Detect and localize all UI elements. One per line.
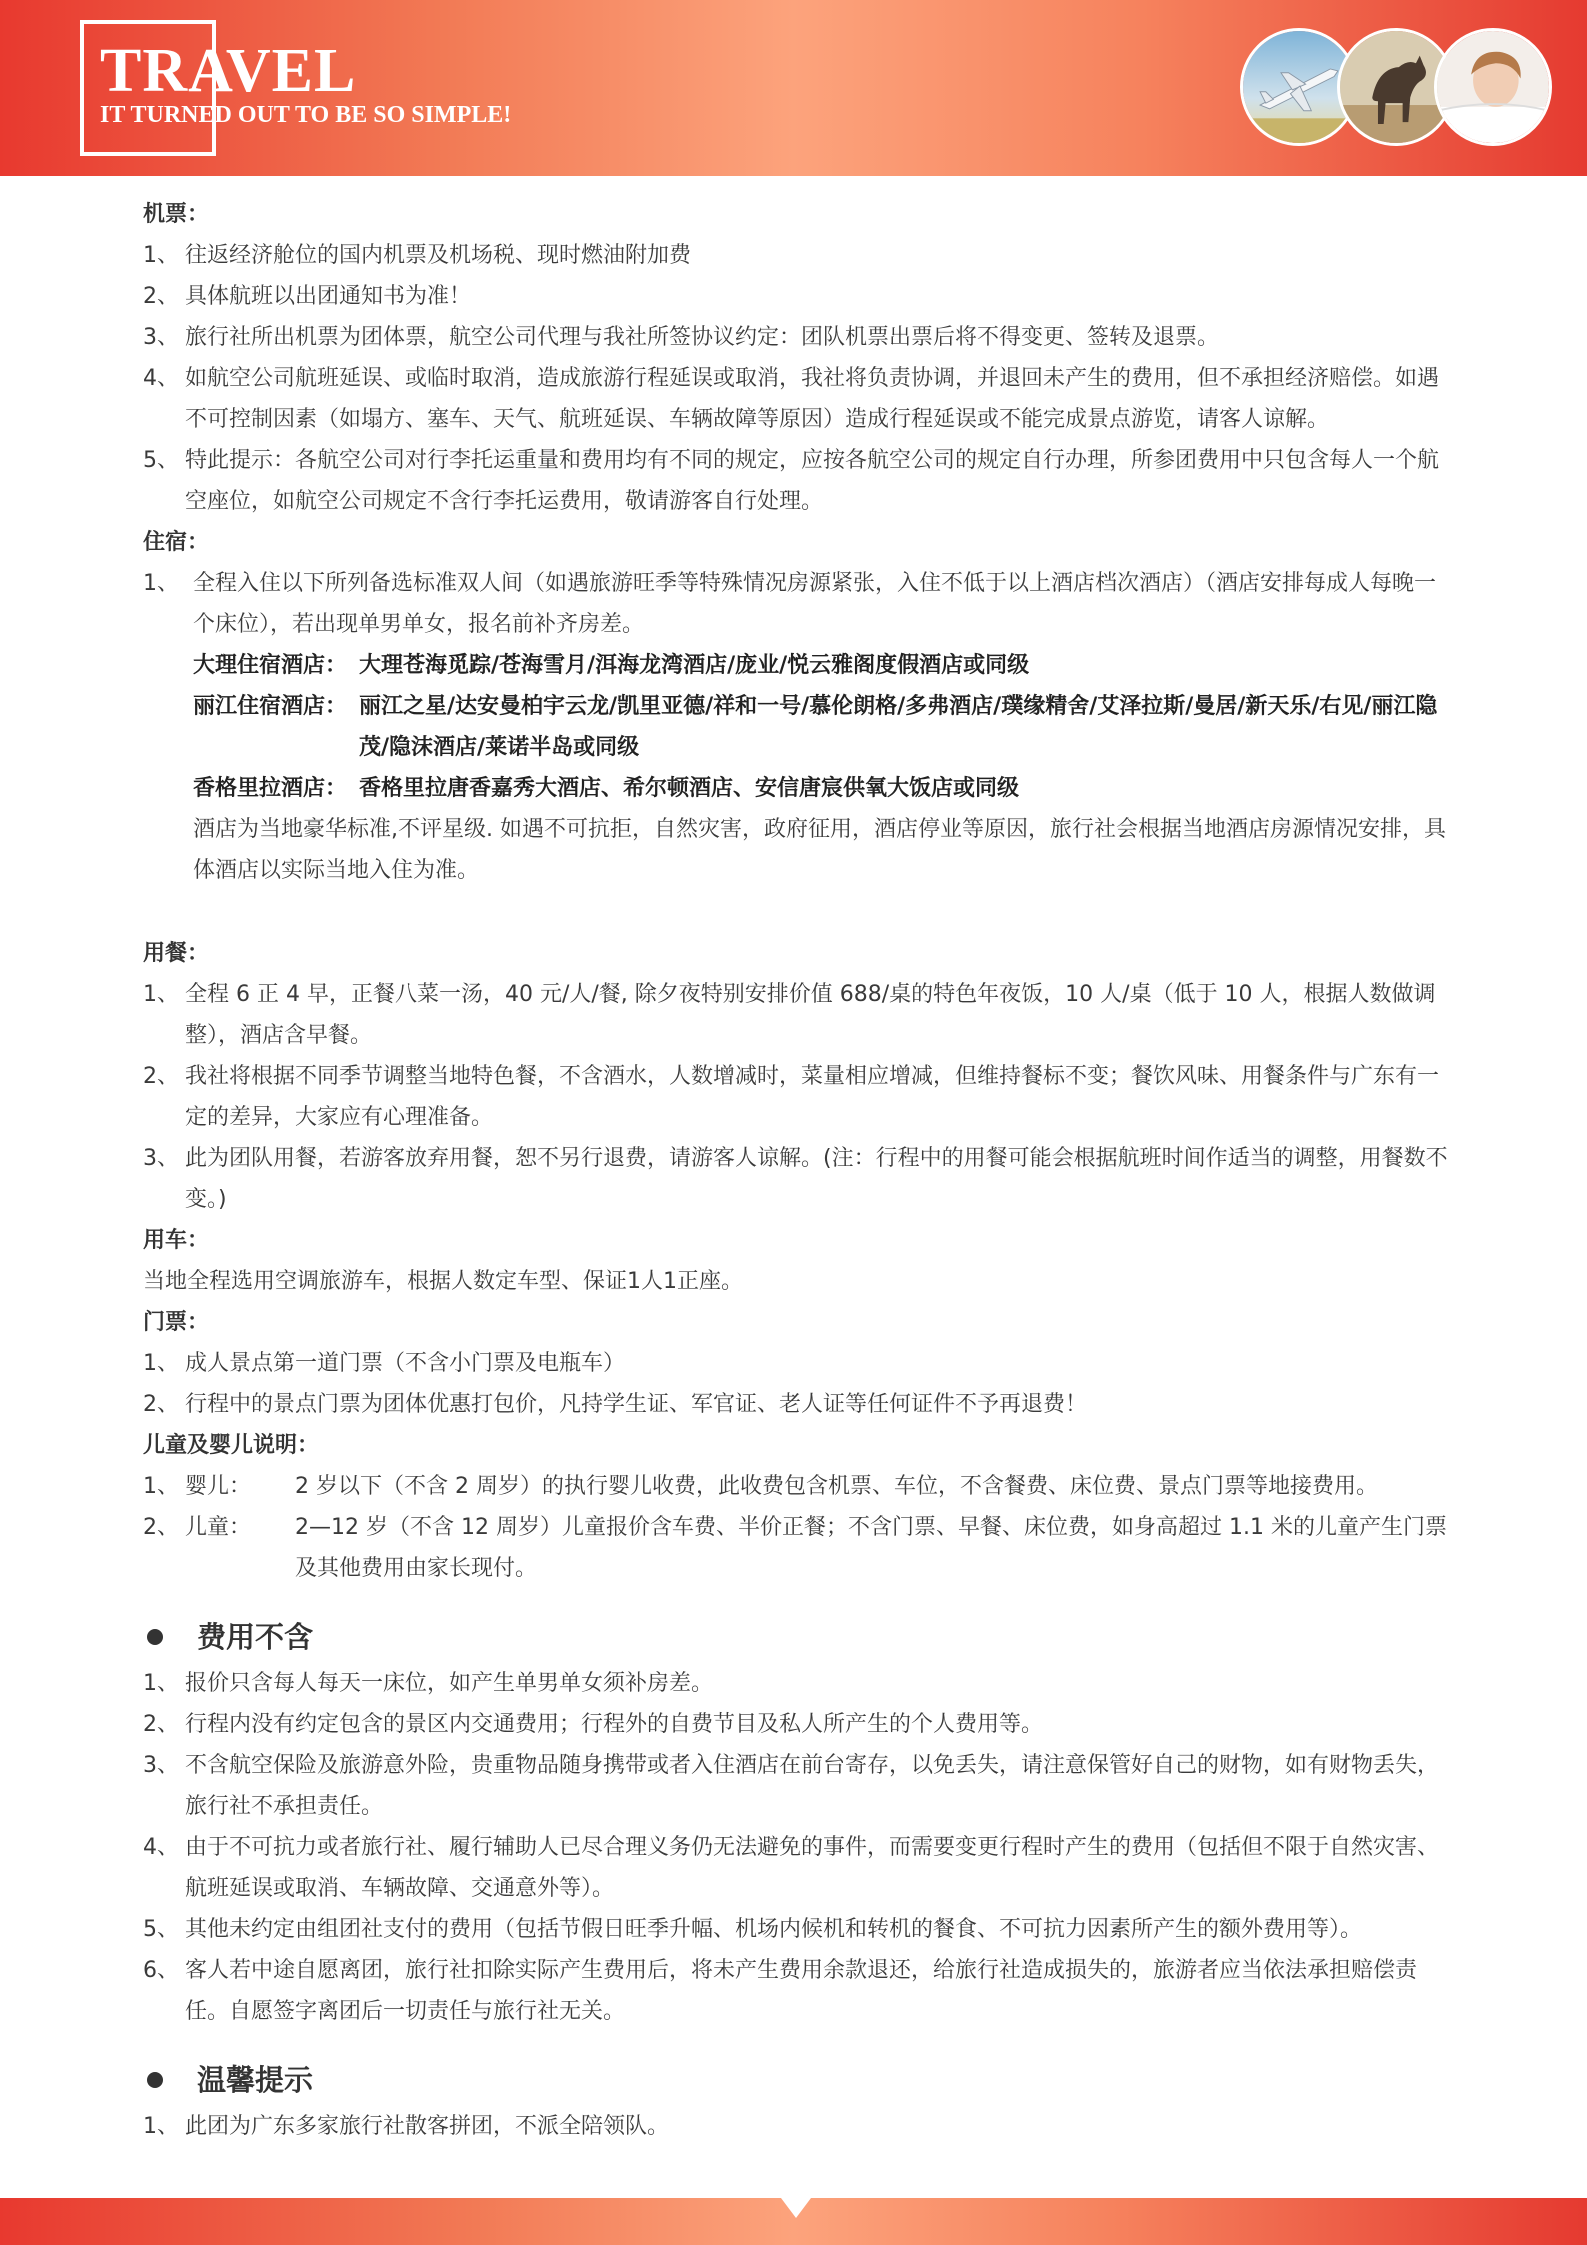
- list-item: 3、 旅行社所出机票为团体票，航空公司代理与我社所签协议约定：团队机票出票后将不得变更、签转及退票。: [143, 325, 1220, 350]
- list-item: 2、 我社将根据不同季节调整当地特色餐，不含酒水，人数增减时，菜量相应增减，但维持餐标不变；餐饮风味、用餐条件与广东有一定的差异，大家应有心理准备。: [143, 1064, 1440, 1130]
- bullet-icon: [147, 1629, 163, 1645]
- hotel-lijiang: 丽江住宿酒店： 丽江之星/达安曼柏宇云龙/凯里亚德/祥和一号/慕伦朗格/多弗酒店/璞缘精舍/艾泽拉斯/曼居/新天乐/右见/丽江隐茂/隐沫酒店/莱诺半岛或同级: [193, 694, 1438, 760]
- flight-heading: 机票：: [143, 202, 210, 227]
- list-item: 1、 全程入住以下所列备选标准双人间（如遇旅游旺季等特殊情况房源紧张，入住不低于以上酒店档次酒店）（酒店安排每成人每晚一个床位），若出现单男单女，报名前补齐房差。: [143, 571, 1437, 637]
- list-item: 2、 儿童： 2—12 岁（不含 12 周岁）儿童报价含车费、半价正餐；不含门票、早餐、床位费，如身高超过 1.1 米的儿童产生门票及其他费用由家长现付。: [143, 1515, 1447, 1581]
- bullet-icon: [147, 2072, 163, 2088]
- list-item: 4、 由于不可抗力或者旅行社、履行辅助人已尽合理义务仍无法避免的事件，而需要变更行程时产生的费用（包括但不限于自然灾害、航班延误或取消、车辆故障、交通意外等）。: [143, 1835, 1440, 1901]
- list-item: 6、 客人若中途自愿离团，旅行社扣除实际产生费用后，将未产生费用余款退还，给旅行社造成损失的，旅游者应当依法承担赔偿责任。自愿签字离团后一切责任与旅行社无关。: [143, 1958, 1418, 2024]
- tips-section-title: 温馨提示: [143, 2054, 1448, 2106]
- vehicle-text: 当地全程选用空调旅游车，根据人数定车型、保证1人1正座。: [143, 1269, 743, 1294]
- children-heading: 儿童及婴儿说明：: [143, 1433, 320, 1458]
- list-item: 2、 行程中的景点门票为团体优惠打包价，凡持学生证、军官证、老人证等任何证件不予再退费！: [143, 1392, 1088, 1417]
- list-item: 5、 其他未约定由组团社支付的费用（包括节假日旺季升幅、机场内候机和转机的餐食、不可抗力因素所产生的额外费用等）。: [143, 1917, 1363, 1942]
- header-banner: [0, 0, 1587, 176]
- footer-notch: [781, 2198, 811, 2218]
- list-item: 1、 婴儿： 2 岁以下（不含 2 周岁）的执行婴儿收费，此收费包含机票、车位，不含餐费、床位费、景点门票等地接费用。: [143, 1474, 1378, 1499]
- list-item: 1、 往返经济舱位的国内机票及机场税、现时燃油附加费: [143, 243, 692, 268]
- logo-subtitle: IT TURNED OUT TO BE SO SIMPLE!: [100, 102, 512, 128]
- hotel-note: 酒店为当地豪华标准,不评星级. 如遇不可抗拒，自然灾害，政府征用，酒店停业等原因，旅行社会根据当地酒店房源情况安排，具体酒店以实际当地入住为准。: [193, 817, 1446, 883]
- hotel-shangrila: 香格里拉酒店： 香格里拉唐香嘉秀大酒店、希尔顿酒店、安信唐宸供氧大饭店或同级: [193, 776, 1020, 801]
- meals-heading: 用餐：: [143, 941, 210, 966]
- excluded-section-title: 费用不含: [143, 1611, 1448, 1663]
- list-item: 3、 此为团队用餐，若游客放弃用餐，恕不另行退费，请游客人谅解。(注：行程中的用餐可能会根据航班时间作适当的调整，用餐数不变。): [143, 1146, 1448, 1212]
- list-item: 1、 此团为广东多家旅行社散客拼团，不派全陪领队。: [143, 2114, 670, 2139]
- list-item: 4、 如航空公司航班延误、或临时取消，造成旅游行程延误或取消，我社将负责协调，并退回未产生的费用，但不承担经济赔偿。如遇不可控制因素（如塌方、塞车、天气、航班延误、车辆故障等原因）造成行程延误或不能完成景点游览，请客人谅解。: [143, 366, 1440, 432]
- list-item: 2、 具体航班以出团通知书为准！: [143, 284, 472, 309]
- list-item: 5、 特此提示：各航空公司对行李托运重量和费用均有不同的规定，应按各航空公司的规定自行办理，所参团费用中只包含每人一个航空座位，如航空公司规定不含行李托运费用，敬请游客自行处理。: [143, 448, 1440, 514]
- list-item: 1、 成人景点第一道门票（不含小门票及电瓶车）: [143, 1351, 626, 1376]
- list-item: 3、 不含航空保险及旅游意外险，贵重物品随身携带或者入住酒店在前台寄存，以免丢失，请注意保管好自己的财物，如有财物丢失，旅行社不承担责任。: [143, 1753, 1440, 1819]
- sleeping-woman-photo: [1434, 28, 1552, 146]
- list-item: 1、 全程 6 正 4 早，正餐八菜一汤，40 元/人/餐, 除夕夜特别安排价值 688/桌的特色年夜饭，10 人/桌（低于 10 人，根据人数做调整），酒店含早餐。: [143, 982, 1436, 1048]
- hotel-heading: 住宿：: [143, 530, 210, 555]
- document-body: [143, 194, 1448, 2147]
- logo-title: TRAVEL: [100, 37, 357, 105]
- vehicle-heading: 用车：: [143, 1228, 210, 1253]
- hotel-dali: 大理住宿酒店： 大理苍海觅踪/苍海雪月/洱海龙湾酒店/庞业/悦云雅阁度假酒店或同级: [193, 653, 1030, 678]
- list-item: 1、 报价只含每人每天一床位，如产生单男单女须补房差。: [143, 1671, 714, 1696]
- list-item: 2、 行程内没有约定包含的景区内交通费用；行程外的自费节目及私人所产生的个人费用等。: [143, 1712, 1044, 1737]
- tickets-heading: 门票：: [143, 1310, 210, 1335]
